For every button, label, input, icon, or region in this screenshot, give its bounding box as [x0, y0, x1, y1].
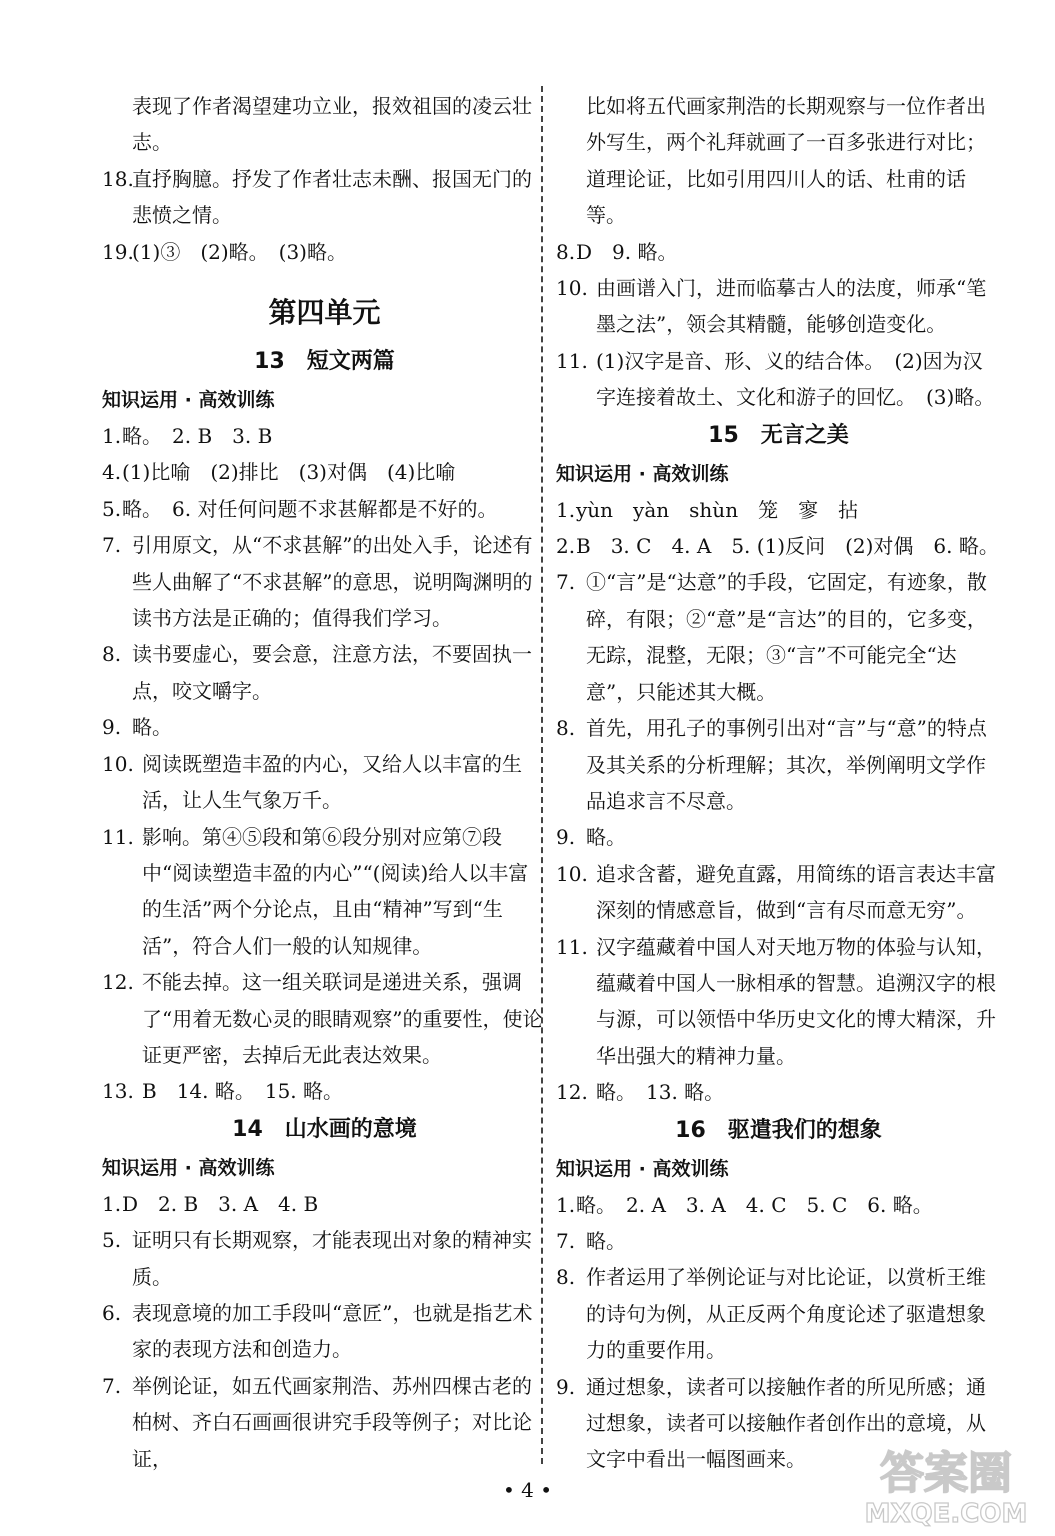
answer-item: 5. 证明只有长期观察，才能表现出对象的精神实质。: [102, 1228, 532, 1289]
answer-item: 8. 读书要虚心，要会意，注意方法，不要固执一点，咬文嚼字。: [102, 642, 532, 703]
answer-item: 10. 由画谱入门，进而临摹古人的法度，师承“笔墨之法”，领会其精髓，能够创造变化。: [556, 276, 987, 337]
lesson-title-16: 16 驱遣我们的想象: [675, 1117, 882, 1143]
answer-item: 2. B 3. C 4. A 5. (1)反问 (2)对偶 6. 略。: [556, 534, 999, 559]
unit-title: 第四单元: [268, 296, 381, 330]
answer-item: 9. 略。: [102, 715, 172, 740]
answer-item: 7. 引用原文，从“不求甚解”的出处入手，论述有些人曲解了“不求甚解”的意思，说明陶渊明的读书方法是正确的；值得我们学习。: [102, 533, 533, 631]
answer-item: 7. 略。: [556, 1228, 626, 1253]
answer-number: 18.: [102, 166, 134, 191]
answer-item: 5. 略。 6. 对任何问题不求甚解都是不好的。: [102, 496, 498, 521]
answer-item: 8. D 9. 略。: [556, 239, 678, 264]
answer-item: 4. (1)比喻 (2)排比 (3)对偶 (4)比喻: [102, 460, 456, 485]
left-column: [102, 88, 547, 1477]
answer-item: 12. 略。 13. 略。: [556, 1080, 725, 1105]
answer-19: [102, 234, 547, 270]
answer-item: 9. 通过想象，读者可以接触作者的所见所感；通过想象，读者可以接触作者创作出的意境，从文字中看出一幅图画来。: [556, 1374, 986, 1472]
answer-item: 10. 追求含蓄，避免直露，用简练的语言表达丰富深刻的情感意旨，做到“言有尽而意无穷”。: [556, 861, 996, 923]
watermark-text: 答案圈: [880, 1448, 1012, 1499]
answer-item: 9. 略。: [556, 825, 626, 850]
page-number: • 4 •: [502, 1478, 553, 1502]
watermark-logo: [851, 1438, 1041, 1530]
answer-item: 10. 阅读既塑造丰盈的内心，又给人以丰富的生活，让人生气象万千。: [102, 751, 522, 813]
section-heading: 知识运用 · 高效训练: [102, 1156, 275, 1179]
answer-item: 8. 作者运用了举例论证与对比论证，以赏析王维的诗句为例，从正反两个角度论述了驱遣想象力的重要作用。: [556, 1265, 986, 1363]
answer-item: 11. (1)汉字是音、形、义的结合体。 (2)因为汉字连接着故土、文化和游子的回忆。 (3)略。: [556, 348, 995, 410]
lesson-title-14: 14 山水画的意境: [232, 1116, 417, 1142]
right-column: [556, 88, 1001, 1478]
answer-17-continued: 表现了作者渴望建功立业，报效祖国的凌云壮志。: [132, 94, 532, 155]
answer-item: 8. 首先，用孔子的事例引出对“言”与“意”的特点及其关系的分析理解；其次，举例阐明文学作品追求言不尽意。: [556, 716, 987, 813]
lesson-title-13: 13 短文两篇: [254, 349, 395, 375]
answer-text: 直抒胸臆。抒发了作者壮志未酬、报国无门的悲愤之情。: [132, 166, 532, 228]
answer-18: [102, 161, 547, 234]
lesson-title-15: 15 无言之美: [708, 422, 849, 448]
answer-item: 1. D 2. B 3. A 4. B: [102, 1191, 319, 1216]
watermark-url: MXQE.COM: [864, 1499, 1028, 1529]
answer-item: 11. 影响。第④⑤段和第⑥段分别对应第⑦段中“阅读塑造丰盈的内心”“(阅读)给人以丰富的生活”两个分论点，且由“精神”写到“生活”，符合人们一般的认知规律。: [102, 824, 529, 958]
answer-item: 13. B 14. 略。 15. 略。: [102, 1079, 344, 1104]
answer-7-continued: 比如将五代画家荆浩的长期观察与一位作者出外写生，两个礼拜就画了一百多张进行对比；道理论证，比如引用四川人的话、杜甫的话等。: [586, 94, 986, 228]
answer-item: 1. 略。 2. B 3. B: [102, 424, 273, 449]
answer-item: 1. 略。 2. A 3. A 4. C 5. C 6. 略。: [556, 1192, 933, 1217]
answer-item: 11. 汉字蕴藏着中国人对天地万物的体验与认知，蕴藏着中国人一脉相承的智慧。追溯汉字的根与源，可以领悟中华历史文化的博大精深，升华出强大的精神力量。: [556, 934, 996, 1068]
answer-number: 19.: [102, 239, 134, 264]
answer-item: 12. 不能去掉。这一组关联词是递进关系，强调了“用着无数心灵的眼睛观察”的重要性，使论证更严密，去掉后无此表达效果。: [102, 970, 543, 1067]
answer-item: 1. yùn yàn shùn 笼 寥 拈: [556, 497, 859, 522]
answer-item: 7. 举例论证，如五代画家荆浩、苏州四棵古老的柏树、齐白石画画很讲究手段等例子；对比论证，: [102, 1373, 532, 1471]
section-heading: 知识运用 · 高效训练: [556, 1157, 729, 1180]
answer-item: 7. ①“言”是“达意”的手段，它固定，有迹象，散碎，有限；②“意”是“言达”的目的，它多变，无踪，混整，无限；③“言”不可能完全“达意”，只能述其大概。: [556, 570, 987, 704]
answer-text: (1)③ (2)略。 (3)略。: [132, 239, 347, 264]
answer-item: 6. 表现意境的加工手段叫“意匠”，也就是指艺术家的表现方法和创造力。: [102, 1300, 533, 1362]
section-heading: 知识运用 · 高效训练: [102, 389, 275, 412]
section-heading: 知识运用 · 高效训练: [556, 462, 729, 485]
